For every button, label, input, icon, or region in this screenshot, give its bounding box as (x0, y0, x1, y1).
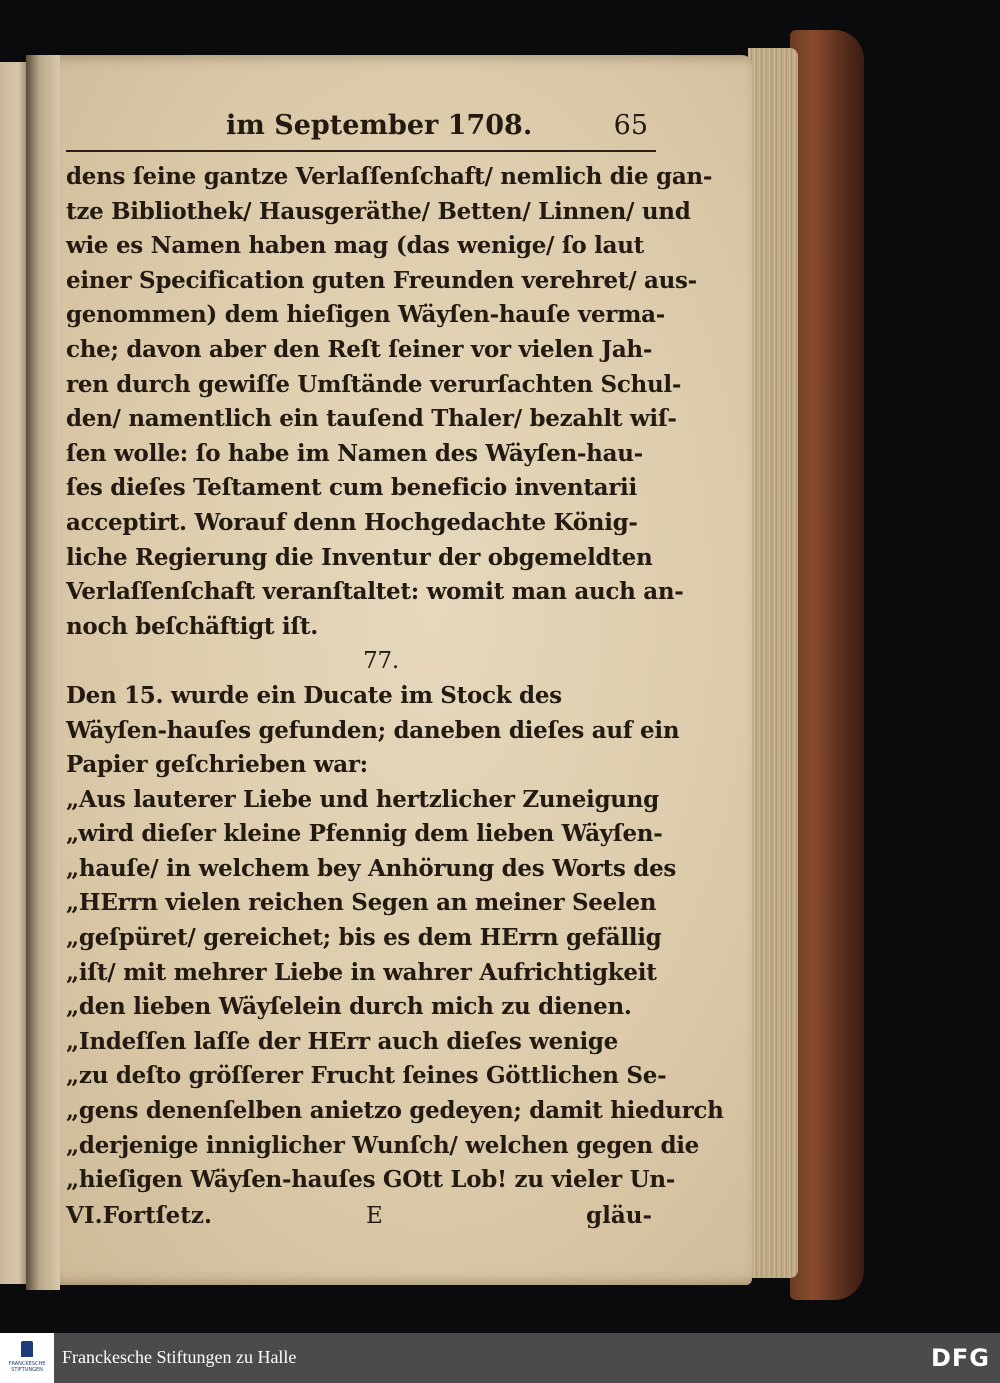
logo-text: FRANCKESCHE STIFTUNGEN (8, 1361, 46, 1373)
signature-mark: VI.Fortſetz. (66, 1201, 212, 1229)
text-line: den/ namentlich ein tauſend Thaler/ bezahlt wiſ- (66, 405, 677, 433)
text-line: ren durch gewiſſe Umſtände verurſachten Schul- (66, 370, 682, 398)
page-footer (66, 1198, 656, 1234)
catchword: gläu- (586, 1201, 652, 1229)
text-line: tze Bibliothek/ Hausgeräthe/ Betten/ Linnen/ und (66, 197, 691, 225)
text-line: einer Specification guten Freunden verehret/ aus- (66, 266, 697, 294)
text-line: Papier geſchrieben war: (66, 751, 368, 779)
text-line: „HErrn vielen reichen Segen an meiner Seelen (66, 889, 657, 917)
text-line: „geſpüret/ gereichet; bis es dem HErrn gefällig (66, 924, 662, 952)
text-line: ſen wolle: ſo habe im Namen des Wäyſen-hau- (66, 439, 643, 467)
viewer-footer-bar (0, 1333, 1000, 1383)
running-head (66, 100, 656, 152)
text-line: „hieſigen Wäyſen-hauſes GOtt Lob! zu vieler Un- (66, 1166, 676, 1194)
text-line: che; davon aber den Reſt ſeiner vor vielen Jah- (66, 335, 653, 363)
text-line: Verlaſſenſchaft veranſtaltet: womit man auch an- (66, 578, 684, 606)
institution-logo[interactable] (0, 1333, 54, 1383)
orphanage-building-icon (21, 1341, 33, 1357)
running-title: im September 1708. (226, 110, 533, 141)
book-gutter (26, 55, 60, 1290)
text-line: „den lieben Wäyſelein durch mich zu dienen. (66, 993, 632, 1021)
text-line: ſes dieſes Teſtament cum beneficio inventarii (66, 474, 637, 502)
text-line: acceptirt. Worauf denn Hochgedachte König- (66, 508, 638, 536)
text-line: „derjenige inniglicher Wunſch/ welchen gegen die (66, 1131, 700, 1159)
institution-name[interactable]: Franckesche Stiftungen zu Halle (62, 1347, 297, 1367)
text-line: wie es Namen haben mag (das wenige/ ſo laut (66, 232, 644, 260)
text-line: Den 15. wurde ein Ducate im Stock des (66, 681, 562, 709)
sheet-signature: E (366, 1202, 383, 1229)
book-cover (790, 30, 864, 1300)
body-text (66, 160, 724, 1198)
text-line: dens ſeine gantze Verlaſſenſchaft/ nemlich die gan- (66, 163, 713, 190)
text-line: Wäyſen-hauſes gefunden; daneben dieſes auf ein (66, 716, 680, 744)
page-number: 65 (613, 110, 648, 141)
text-line: „wird dieſer kleine Pfennig dem lieben Wäyſen- (66, 820, 663, 848)
text-line: „gens denenſelben anietzo gedeyen; damit hiedurch (66, 1097, 724, 1125)
text-line: genommen) dem hieſigen Wäyſen-hauſe verma- (66, 301, 666, 329)
dfg-logo[interactable]: DFG (930, 1344, 990, 1372)
text-line: „zu deſto gröſſerer Frucht ſeines Göttlichen Se- (66, 1062, 667, 1090)
text-line: „Indeſſen laſſe der HErr auch dieſes wenige (66, 1027, 618, 1055)
text-line: noch beſchäftigt iſt. (66, 612, 318, 640)
text-line: liche Regierung die Inventur der obgemeldten (66, 543, 653, 571)
page-edges (748, 48, 798, 1278)
text-line: „Aus lauterer Liebe und hertzlicher Zuneigung (66, 785, 659, 813)
text-line: „hauſe/ in welchem bey Anhörung des Worts des (66, 854, 677, 882)
text-line: „iſt/ mit mehrer Liebe in wahrer Aufrichtigkeit (66, 958, 657, 986)
section-number: 77. (363, 648, 399, 675)
page-text (66, 100, 724, 1234)
